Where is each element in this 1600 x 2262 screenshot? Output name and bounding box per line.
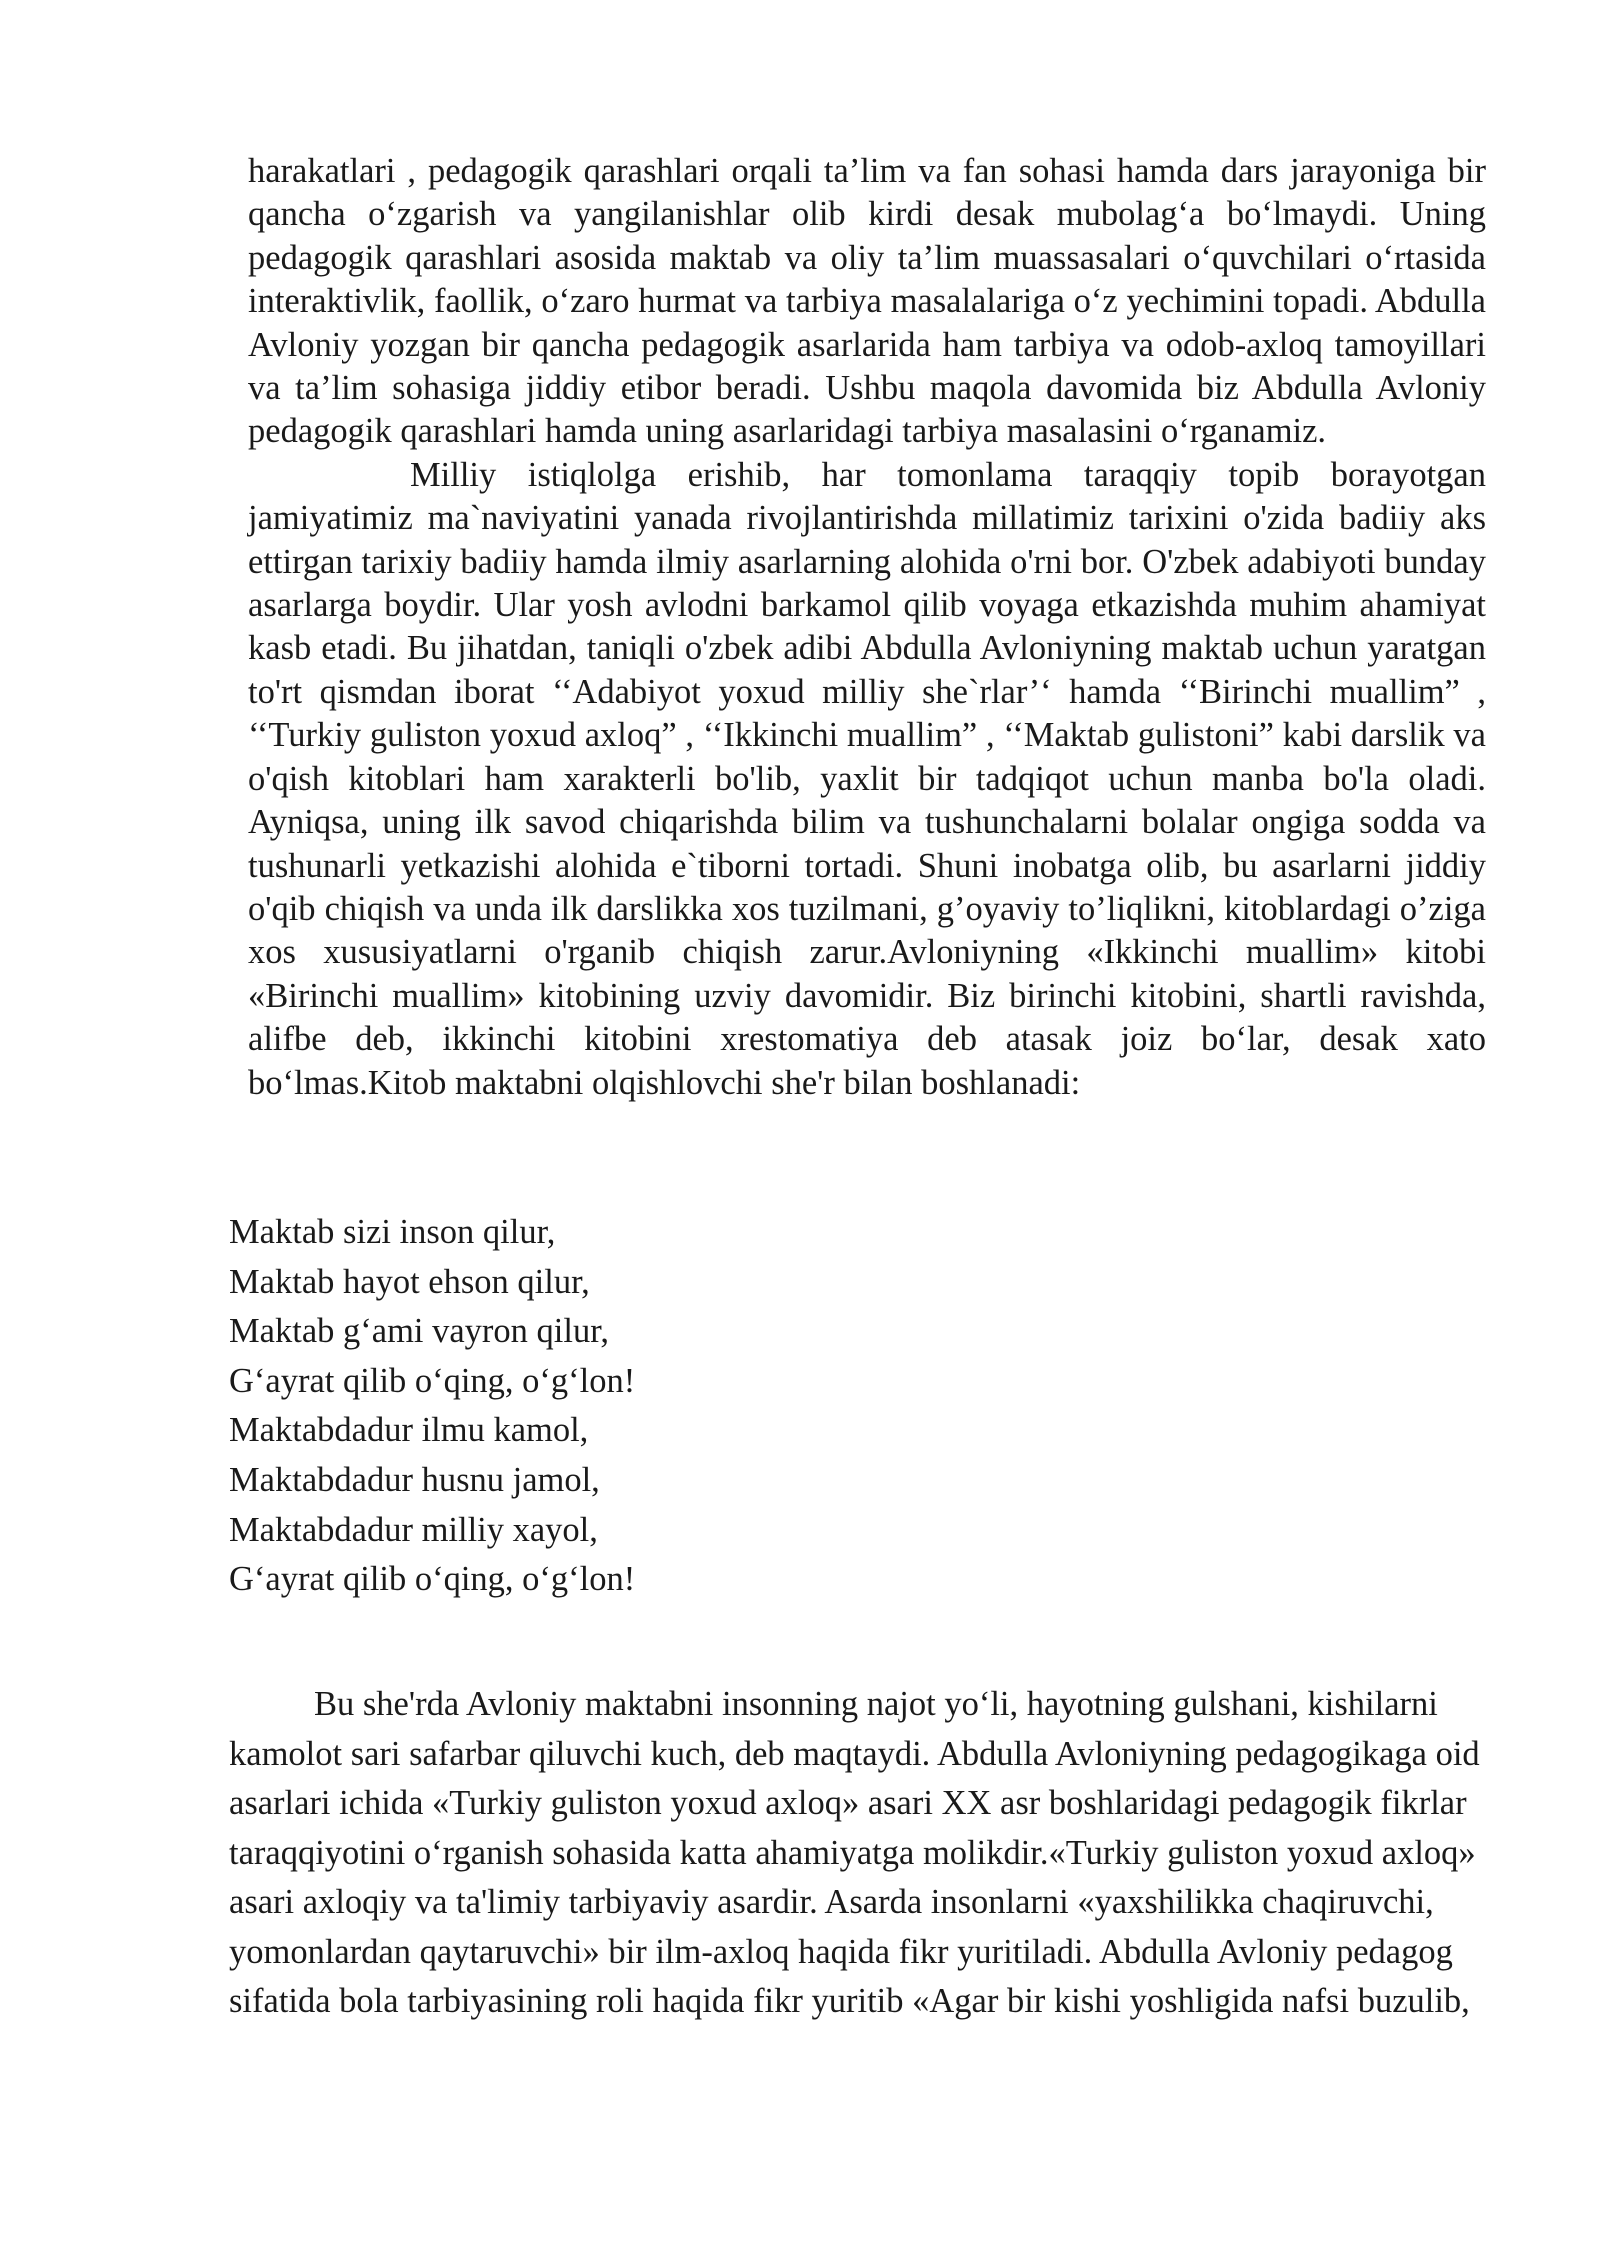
main-paragraph: Milliy istiqlolga erishib, har tomonlama taraqqiy topib borayotgan jamiyatimiz ma`naviyatini yanada rivojlantirishda millatimiz tarixini o'zida badiiy aks ettirgan tarixiy badiiy hamda ilmiy asarlarning alohida o'rni bor. O'zbek adabiyoti bunday asarlarga boydir. Ular yosh avlodni barkamol qilib voyaga etkazishda muhim ahamiyat kasb etadi. Bu jihatdan, taniqli o'zbek adibi Abdulla Avloniyning maktab uchun yaratgan to'rt qismdan iborat ‘‘Adabiyot yoxud milliy she`rlar’‘ hamda ‘‘Birinchi muallim” , ‘‘Turkiy guliston yoxud axloq” , ‘‘Ikkinchi muallim” , ‘‘Maktab gulistoni” kabi darslik va o'qish kitoblari ham xarakterli bo'lib, yaxlit bir tadqiqot uchun manba bo'la oladi. Ayniqsa, uning ilk savod chiqarishda bilim va tushunchalarni bolalar ongiga sodda va tushunarli yetkazishi alohida e`tiborni tortadi. Shuni inobatga olib, bu asarlarni jiddiy o'qib chiqish va unda ilk darslikka xos tuzilmani, g’oyaviy to’liqlikni, kitoblardagi o’ziga xos xususiyatlarni o'rganib chiqish zarur.Avloniyning «Ikkinchi muallim» kitobi «Birinchi muallim» kitobining uzviy davomidir. Biz birinchi kitobini, shartli ravishda, alifbe deb, ikkinchi kitobini xrestomatiya deb atasak joiz bo‘lar, desak xato bo‘lmas.Kitob maktabni olqishlovchi she'r bilan boshlanadi: (248, 455, 1486, 1102)
poem-line: Maktabdadur husnu jamol, (229, 1460, 600, 1499)
intro-paragraph: harakatlari , pedagogik qarashlari orqali ta’lim va fan sohasi hamda dars jarayoniga bir qancha o‘zgarish va yangilanishlar olib kirdi desak mubolag‘a bo‘lmaydi. Uning pedagogik qarashlari asosida maktab va oliy ta’lim muassasalari o‘quvchilari o‘rtasida interaktivlik, faollik, o‘zaro hurmat va tarbiya masalalariga o‘z yechimini topadi. Abdulla Avloniy yozgan bir qancha pedagogik asarlarida ham tarbiya va odob-axloq tamoyillari va ta’lim sohasiga jiddiy etibor beradi. Ushbu maqola davomida biz Abdulla Avloniy pedagogik qarashlari hamda uning asarlaridagi tarbiya masalasini o‘rganamiz. (248, 152, 1486, 451)
poem-line: Maktab hayot ehson qilur, (229, 1262, 590, 1301)
intro-text-block (248, 150, 1486, 1105)
poem-block (229, 1208, 635, 1605)
poem-line: Maktabdadur milliy xayol, (229, 1510, 598, 1549)
commentary-text-block (229, 1680, 1489, 2027)
poem-line: Maktab sizi inson qilur, (229, 1213, 556, 1251)
poem-line: G‘ayrat qilib o‘qing, o‘g‘lon! (229, 1361, 636, 1400)
poem-line: Maktabdadur ilmu kamol, (229, 1411, 589, 1450)
poem-line: Maktab g‘ami vayron qilur, (229, 1312, 609, 1351)
commentary-paragraph: Bu she'rda Avloniy maktabni insonning najot yo‘li, hayotning gulshani, kishilarni kamolot sari safarbar qiluvchi kuch, deb maqtaydi. Abdulla Avloniyning pedagogikaga oid asarlari ichida «Turkiy guliston yoxud axloq» asari XX asr boshlaridagi pedagogik fikrlar taraqqiyotini o‘rganish sohasida katta ahamiyatga molikdir.«Turkiy guliston yoxud axloq» asari axloqiy va ta'limiy tarbiyaviy asardir. Asarda insonlarni «yaxshilikka chaqiruvchi, yomonlardan qaytaruvchi» bir ilm-axloq haqida fikr yuritiladi. Abdulla Avloniy pedagog sifatida bola tarbiyasining roli haqida fikr yuritib «Agar bir kishi yoshligida nafsi buzulib, (229, 1685, 1480, 2020)
poem-line: G‘ayrat qilib o‘qing, o‘g‘lon! (229, 1560, 636, 1599)
